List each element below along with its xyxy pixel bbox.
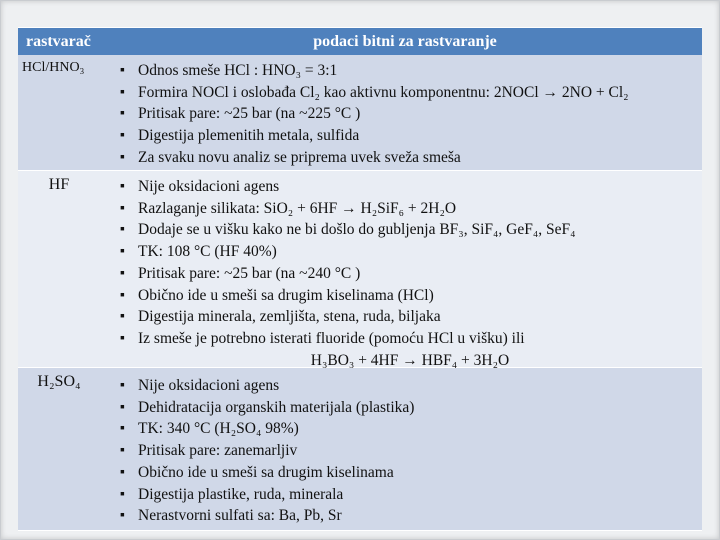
list-item: ▪ Nije oksidacioni agens — [118, 176, 702, 198]
list-item-continuation: H₃BO₃ + 4HF → HBF₄ + 3H₂O — [310, 351, 510, 369]
list-item: ▪ Formira NOCl i oslobađa Cl₂ kao aktivnu komponentnu: 2NOCl → 2NO + Cl₂ — [118, 82, 702, 104]
header-solvent: rastvarač — [26, 32, 91, 50]
list-item: ▪ Dodaje se u višku kako ne bi došlo do gubljenja BF₃, SiF₄, GeF₄, SeF₄ — [118, 219, 702, 241]
solvent-table — [18, 27, 702, 531]
list-item: ▪ Razlaganje silikata: SiO₂ + 6HF → H₂SiF₆ + 2H₂O — [118, 198, 702, 220]
bullet-list — [118, 375, 702, 527]
row-body — [118, 368, 702, 530]
list-item: ▪ Digestija plastike, ruda, minerala — [118, 484, 702, 506]
list-item: ▪ Za svaku novu analiz se priprema uvek sveža smeša — [118, 147, 702, 169]
bullet-list — [118, 60, 702, 169]
list-item: ▪ Nije oksidacioni agens — [118, 375, 702, 397]
list-item: ▪ Nerastvorni sulfati sa: Ba, Pb, Sr — [118, 505, 702, 527]
list-item: ▪ Digestija plemenitih metala, sulfida — [118, 125, 702, 147]
list-item: ▪ Iz smeše je potrebno isterati fluoride (pomoću HCl u višku) ili — [118, 328, 702, 350]
table-row-hf — [18, 171, 702, 368]
row-label: HCl/HNO₃ — [22, 60, 85, 75]
table-row-h2so4 — [18, 368, 702, 531]
row-body — [118, 171, 702, 367]
row-label: H₂SO₄ — [37, 373, 81, 390]
header-data: podaci bitni za rastvaranje — [313, 32, 497, 50]
table-header — [18, 28, 702, 55]
list-item: ▪ Digestija minerala, zemljišta, stena, ruda, biljaka — [118, 306, 702, 328]
list-item: ▪ Obično ide u smeši sa drugim kiselinama — [118, 462, 702, 484]
row-label: HF — [48, 176, 70, 193]
list-item: ▪ Obično ide u smeši sa drugim kiselinama (HCl) — [118, 285, 702, 307]
row-body — [118, 55, 702, 170]
list-item: ▪ TK: 108 °C (HF 40%) — [118, 241, 702, 263]
table-row-hcl-hno3 — [18, 55, 702, 171]
list-item: ▪ Pritisak pare: ~25 bar (na ~240 °C ) — [118, 263, 702, 285]
list-item: ▪ Pritisak pare: zanemarljiv — [118, 440, 702, 462]
list-item: ▪ Dehidratacija organskih materijala (plastika) — [118, 397, 702, 419]
list-item: ▪ Pritisak pare: ~25 bar (na ~225 °C ) — [118, 103, 702, 125]
list-item: ▪ TK: 340 °C (H₂SO₄ 98%) — [118, 418, 702, 440]
bullet-list — [118, 176, 702, 371]
list-item: ▪ Odnos smeše HCl : HNO₃ = 3:1 — [118, 60, 702, 82]
